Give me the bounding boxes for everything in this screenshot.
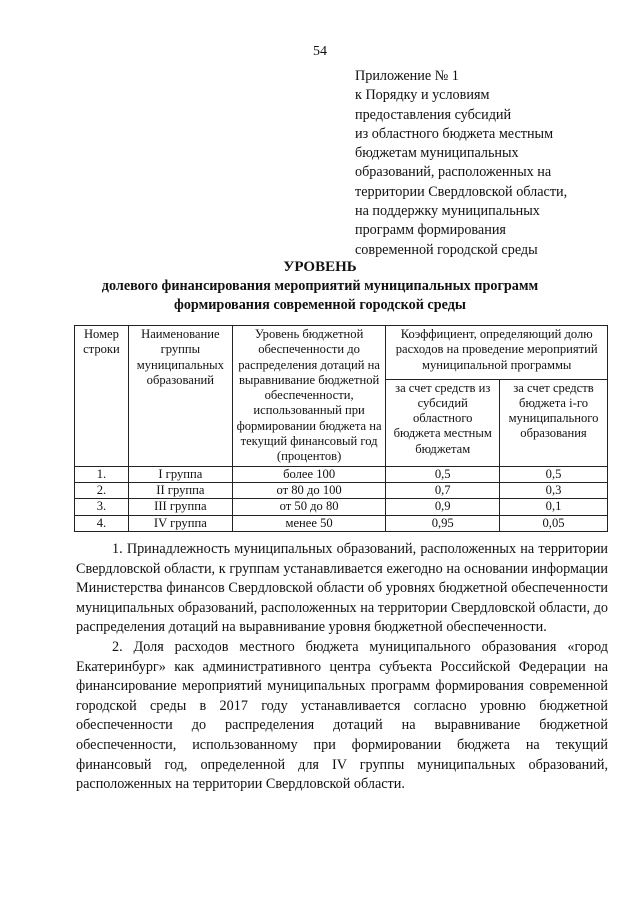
table-row <box>75 515 608 531</box>
cell-row-number: 4. <box>75 515 129 531</box>
paragraph-1: 1. Принадлежность муниципальных образований, расположенных на территории Свердловской области, к группам устанавливается ежегодно на основании информации Министерства финансов Свердловской области об уровнях бюджетной обеспеченности муниципальных образований, расположенных на территории Свердловской области, до распределения дотаций на выравнивание уровня бюджетной обеспеченности. <box>76 541 608 636</box>
cell-regional-share: 0,95 <box>386 515 500 531</box>
cell-row-number: 2. <box>75 482 129 498</box>
cell-municipal-share: 0,05 <box>500 515 608 531</box>
cell-regional-share: 0,7 <box>386 482 500 498</box>
appendix-line: из областного бюджета местным <box>355 125 554 142</box>
header-group-name: Наименование группы муниципальных образований <box>128 326 232 467</box>
cell-regional-share: 0,9 <box>386 499 500 515</box>
appendix-line: современной городской среды <box>355 241 538 258</box>
cell-budget-level: от 50 до 80 <box>232 499 386 515</box>
cell-row-number: 3. <box>75 499 129 515</box>
cell-municipal-share: 0,3 <box>500 482 608 498</box>
page-number: 54 <box>313 44 327 59</box>
paragraph-2: 2. Доля расходов местного бюджета муниципального образования «город Екатеринбург» как административного центра субъекта Российской Федерации на финансирование мероприятий муниципальных программ формирования современной городской среды в 2017 году устанавливается согласно уровню бюджетной обеспеченности до распределения дотаций на выравнивание бюджетной обеспеченности, использованному при формировании бюджета на текущий финансовый год, определенной для IV группы муниципальных образований, расположенных на территории Свердловской области. <box>76 638 608 793</box>
appendix-block <box>355 67 615 260</box>
heading-subtitle-line2: формирования современной городской среды <box>174 297 466 313</box>
cell-budget-level: менее 50 <box>232 515 386 531</box>
table-row <box>75 466 608 482</box>
appendix-line: предоставления субсидий <box>355 106 512 123</box>
header-row-number: Номер строки <box>75 326 129 467</box>
cell-group: I группа <box>128 466 232 482</box>
header-regional-share: за счет средств из субсидий областного бюджета местным бюджетам <box>386 379 500 466</box>
table-row <box>75 499 608 515</box>
appendix-line: бюджетам муниципальных <box>355 145 519 162</box>
financing-levels-table <box>74 325 608 532</box>
header-municipal-share: за счет средств бюджета i-го муниципального образования <box>500 379 608 466</box>
cell-group: IV группа <box>128 515 232 531</box>
cell-regional-share: 0,5 <box>386 466 500 482</box>
cell-row-number: 1. <box>75 466 129 482</box>
heading-title: УРОВЕНЬ <box>283 259 357 275</box>
appendix-line: образований, расположенных на <box>355 164 552 181</box>
appendix-line: программ формирования <box>355 222 506 239</box>
body-text <box>76 540 608 795</box>
appendix-line: на поддержку муниципальных <box>355 203 540 220</box>
cell-municipal-share: 0,5 <box>500 466 608 482</box>
cell-budget-level: от 80 до 100 <box>232 482 386 498</box>
table-header-row <box>75 326 608 380</box>
appendix-line: к Порядку и условиям <box>355 87 490 104</box>
document-heading <box>0 258 640 315</box>
cell-municipal-share: 0,1 <box>500 499 608 515</box>
heading-subtitle-line1: долевого финансирования мероприятий муниципальных программ <box>101 278 539 294</box>
table-row <box>75 482 608 498</box>
header-budget-level: Уровень бюджетной обеспеченности до распределения дотаций на выравнивание бюджетной обеспеченности, использованный при формировании бюджета на текущий финансовый год (процентов) <box>232 326 386 467</box>
cell-budget-level: более 100 <box>232 466 386 482</box>
cell-group: III группа <box>128 499 232 515</box>
appendix-line: территории Свердловской области, <box>355 183 568 200</box>
cell-group: II группа <box>128 482 232 498</box>
appendix-line: Приложение № 1 <box>355 68 459 84</box>
header-coefficient: Коэффициент, определяющий долю расходов на проведение мероприятий муниципальной программы <box>386 326 608 380</box>
